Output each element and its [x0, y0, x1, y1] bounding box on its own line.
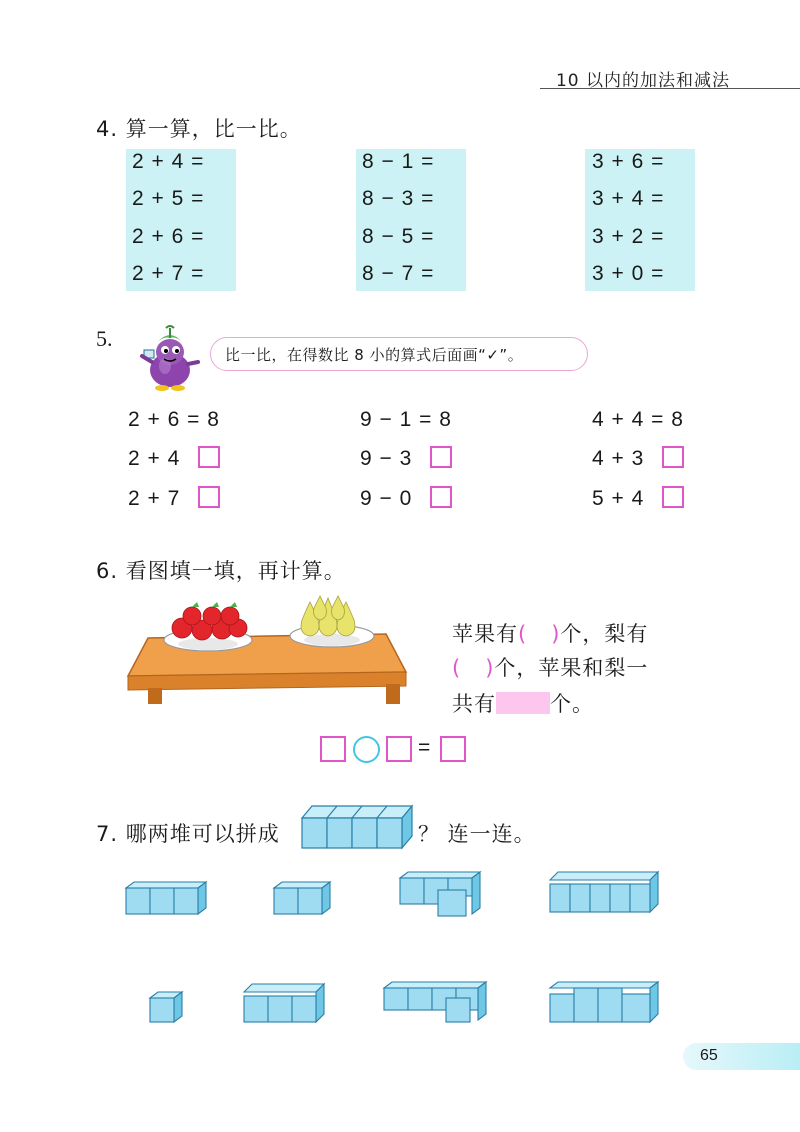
- answer-box-1[interactable]: [320, 736, 346, 762]
- cube-pile-2-icon[interactable]: [272, 880, 332, 918]
- q5-example: 4 + 4 = 8: [592, 408, 684, 431]
- operator-circle[interactable]: [353, 736, 380, 763]
- q5-expression: 9 − 3: [360, 447, 413, 470]
- q5-expression: 9 − 0: [360, 487, 413, 510]
- paren-close: ): [485, 656, 495, 680]
- apples-and-pears-on-table-image: [124, 590, 410, 705]
- text-total: 共有: [452, 692, 496, 716]
- q5-expression: 2 + 7: [128, 487, 181, 510]
- header-rule: [540, 88, 800, 89]
- cube-pile-3-icon[interactable]: [124, 880, 208, 918]
- blank-total[interactable]: [496, 692, 550, 714]
- q5-example: 2 + 6 = 8: [128, 408, 220, 431]
- answer-box-2[interactable]: [386, 736, 412, 762]
- q5-expression: 4 + 3: [592, 447, 645, 470]
- q4-equation: 2 + 7 =: [132, 262, 205, 285]
- q4-equation: 8 − 7 =: [362, 262, 435, 285]
- answer-box-3[interactable]: [440, 736, 466, 762]
- q4-equation: 8 − 3 =: [362, 187, 435, 210]
- q5-expression: 5 + 4: [592, 487, 645, 510]
- q6-line-2: [452, 652, 648, 682]
- q6-line-3: [452, 688, 594, 718]
- check-box[interactable]: [662, 486, 684, 508]
- q4-title: 4. 算一算，比一比。: [96, 117, 302, 141]
- cube-pile-5-stepped-icon[interactable]: [548, 980, 660, 1026]
- chapter-title: 10 以内的加法和减法: [555, 71, 730, 91]
- check-box[interactable]: [430, 486, 452, 508]
- text-apples-and-pears: 个，苹果和梨一: [494, 656, 649, 680]
- q4-equation: 3 + 4 =: [592, 187, 665, 210]
- cube-pile-1-icon[interactable]: [148, 990, 184, 1026]
- q4-equation: 2 + 6 =: [132, 225, 205, 248]
- q4-equation: 3 + 0 =: [592, 262, 665, 285]
- text-pears-have: 个，梨有: [560, 622, 649, 646]
- check-box[interactable]: [198, 446, 220, 468]
- q4-equation: 2 + 4 =: [132, 150, 205, 173]
- cube-pile-4-stepped-icon[interactable]: [242, 982, 326, 1026]
- paren-close: ): [551, 622, 561, 646]
- q4-equation: 3 + 6 =: [592, 150, 665, 173]
- text-unit: 个。: [550, 692, 594, 716]
- q5-number: 5.: [96, 326, 113, 351]
- equals-sign: =: [418, 736, 432, 759]
- q6-title: 6. 看图填一填，再计算。: [96, 559, 346, 583]
- check-box[interactable]: [198, 486, 220, 508]
- eggplant-mascot-icon: [132, 322, 212, 394]
- paren-open: (: [452, 656, 462, 680]
- q5-expression: 2 + 4: [128, 447, 181, 470]
- check-box[interactable]: [662, 446, 684, 468]
- q6-line-1: [452, 618, 648, 648]
- check-box[interactable]: [430, 446, 452, 468]
- page-number: 65: [700, 1047, 718, 1064]
- cube-pile-5-icon[interactable]: [548, 870, 660, 916]
- q4-equation: 3 + 2 =: [592, 225, 665, 248]
- cube-pile-4-l-shape-icon[interactable]: [382, 980, 488, 1026]
- q5-speech-bubble: 比一比，在得数比 8 小的算式后面画“✓”。: [210, 337, 588, 371]
- q4-equation: 8 − 1 =: [362, 150, 435, 173]
- q7-title-end: ？ 连一连。: [418, 822, 536, 846]
- q4-equation: 8 − 5 =: [362, 225, 435, 248]
- q5-example: 9 − 1 = 8: [360, 408, 452, 431]
- q4-equation: 2 + 5 =: [132, 187, 205, 210]
- q7-title-start: 7. 哪两堆可以拼成: [96, 822, 280, 846]
- paren-open: (: [518, 622, 528, 646]
- cube-pile-l-shape-icon[interactable]: [398, 870, 482, 920]
- text-apples-have: 苹果有: [452, 622, 518, 646]
- target-cube-shape-icon: [300, 802, 415, 852]
